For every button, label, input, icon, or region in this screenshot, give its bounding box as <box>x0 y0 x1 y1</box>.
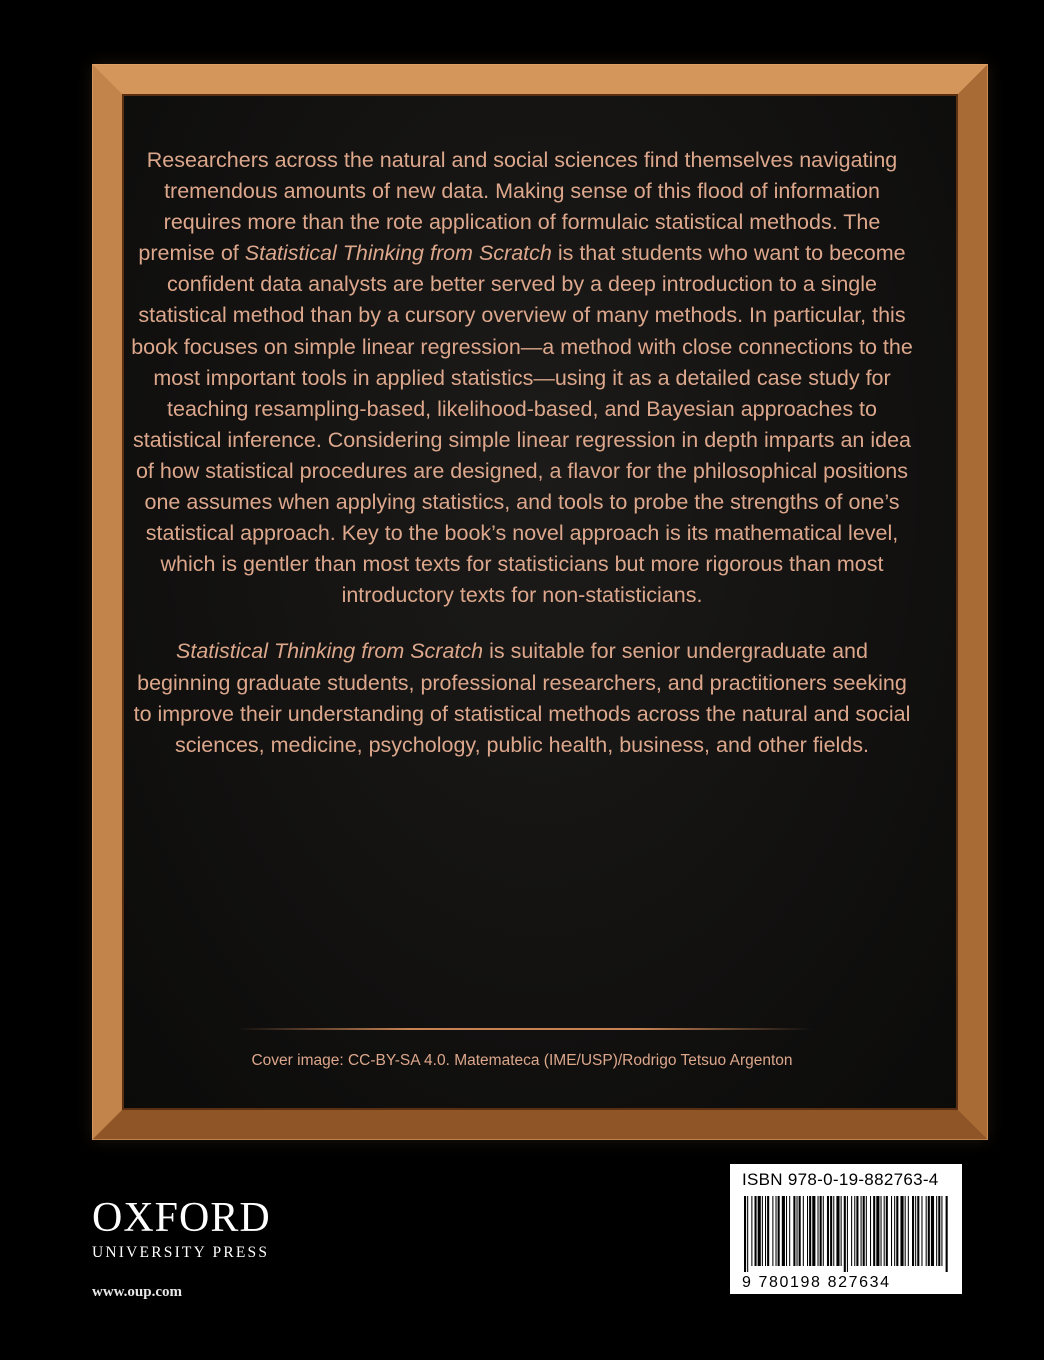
barcode-bar <box>856 1196 858 1266</box>
publisher-name: OXFORD <box>92 1195 271 1241</box>
barcode-bar <box>844 1196 846 1272</box>
book-title: Statistical Thinking from Scratch <box>244 241 552 266</box>
barcode-bar <box>847 1196 848 1272</box>
barcode-bar <box>827 1196 829 1266</box>
barcode-bar <box>866 1196 867 1266</box>
publisher-url: www.oup.com <box>92 1284 183 1300</box>
barcode-bar <box>789 1196 790 1266</box>
barcode-bar <box>884 1196 885 1266</box>
publisher-subtitle: UNIVERSITY PRESS <box>92 1244 270 1261</box>
barcode-bar <box>905 1196 906 1266</box>
blurb-text: Researchers across the natural and social sciences find themselves navigating tremendous amounts of new data. Making sense of this flood of information requires more than the rote application of formulaic statistical methods. The premise of <box>138 148 898 266</box>
barcode-bar <box>841 1196 842 1266</box>
barcode-bar <box>767 1196 769 1266</box>
barcode-bar <box>886 1196 888 1266</box>
barcode-bar <box>876 1196 879 1266</box>
barcode-bar <box>803 1196 804 1266</box>
barcode-bar <box>851 1196 852 1266</box>
barcode-bar <box>765 1196 766 1266</box>
barcode-bar <box>755 1196 757 1266</box>
divider-line <box>236 1028 812 1030</box>
publisher-logo <box>92 1196 292 1301</box>
barcode-bar <box>870 1196 871 1266</box>
barcode-bar <box>854 1196 855 1266</box>
barcode-bar <box>926 1196 927 1266</box>
barcode-bar <box>908 1196 909 1266</box>
barcode-bar <box>896 1196 898 1266</box>
barcode-bar <box>936 1196 937 1266</box>
barcode-bar <box>799 1196 801 1266</box>
isbn-barcode-box <box>730 1164 962 1294</box>
barcode-bar <box>762 1196 763 1266</box>
barcode-icon <box>742 1196 950 1272</box>
back-cover-blurb <box>130 145 914 761</box>
barcode-bar <box>917 1196 919 1266</box>
barcode-bar <box>938 1196 940 1266</box>
barcode-bar <box>807 1196 808 1266</box>
isbn-label: ISBN 978-0-19-882763-4 <box>742 1170 939 1189</box>
barcode-bar <box>778 1196 780 1266</box>
barcode-digits: 9 780198 827634 <box>742 1274 891 1291</box>
barcode-bar <box>921 1196 922 1266</box>
blurb-text: is suitable for senior undergraduate and beginning graduate students, professional researchers, and practitioners seeking to improve their understanding of statistical methods across the natural and social sciences, medicine, psychology, public health, business, and other fields. <box>133 639 911 757</box>
barcode-bar <box>830 1196 832 1266</box>
barcode-bar <box>820 1196 822 1266</box>
barcode-bar <box>931 1196 934 1266</box>
barcode-bar <box>873 1196 875 1266</box>
blurb-text: is that students who want to become confident data analysts are better served by a deep introduction to a single statistical method than by a cursory overview of many methods. In particular, this book focuses on simple linear regression—a method with close connections to the most important tools in applied statistics—using it as a detailed case study for teaching resampling-based, likelihood-based, and Bayesian approaches to statistical inference. Considering simple linear regression in depth imparts an idea of how statistical procedures are designed, a flavor for the philosophical positions one assumes when applying statistics, and tools to probe the strengths of one’s statistical approach. Key to the book’s novel approach is its mathematical level, which is gentler than most texts for statisticians but more rigorous than most introductory texts for non-statisticians. <box>131 241 913 608</box>
barcode-bar <box>900 1196 903 1266</box>
barcode-bar <box>823 1196 824 1266</box>
barcode-bar <box>891 1196 892 1266</box>
barcode-bar <box>818 1196 819 1266</box>
barcode-bar <box>797 1196 798 1266</box>
barcode-bar <box>747 1196 748 1272</box>
barcode-bar <box>915 1196 916 1266</box>
book-title: Statistical Thinking from Scratch <box>176 639 484 664</box>
barcode-bar <box>833 1196 834 1266</box>
barcode-bar <box>782 1196 785 1266</box>
barcode-bar <box>809 1196 811 1266</box>
barcode-bar <box>881 1196 882 1266</box>
barcode-bar <box>912 1196 914 1266</box>
barcode-bar <box>776 1196 777 1266</box>
barcode-bar <box>928 1196 930 1266</box>
blurb-paragraph-1 <box>130 145 914 611</box>
barcode-bar <box>946 1196 948 1272</box>
barcode-bar <box>863 1196 865 1266</box>
barcode-bar <box>812 1196 815 1266</box>
barcode-bar <box>758 1196 761 1266</box>
barcode-bar <box>793 1196 795 1266</box>
barcode-bar <box>751 1196 752 1266</box>
barcode-bar <box>836 1196 839 1266</box>
barcode-bar <box>744 1196 746 1272</box>
barcode-bar <box>941 1196 942 1266</box>
blurb-paragraph-2 <box>130 636 914 760</box>
barcode-bar <box>786 1196 787 1266</box>
barcode-bar <box>861 1196 862 1266</box>
barcode-bar <box>772 1196 773 1266</box>
barcode-bar <box>894 1196 895 1266</box>
cover-image-credit: Cover image: CC-BY-SA 4.0. Matemateca (IME/USP)/Rodrigo Tetsuo Argenton <box>251 1052 793 1069</box>
